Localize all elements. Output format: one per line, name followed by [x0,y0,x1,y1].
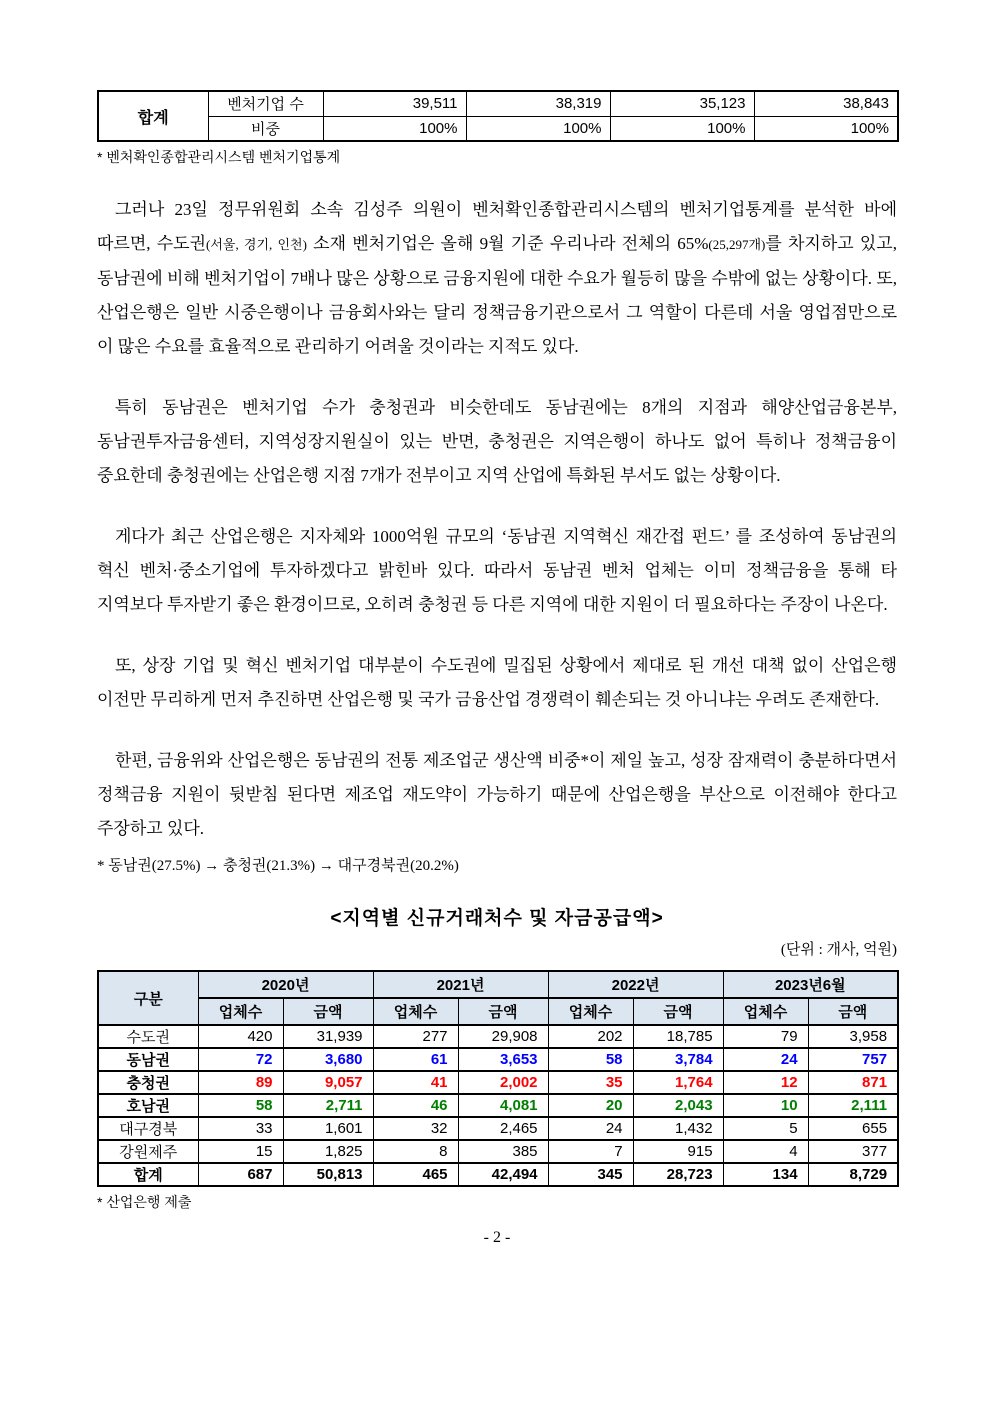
table-header-row [98,971,898,998]
venture-count-value: 39,511 [323,91,466,116]
region-value: 1,764 [633,1071,723,1094]
region-value: 32 [373,1117,458,1140]
region-table-footnote: * 산업은행 제출 [97,1194,192,1210]
region-value: 385 [458,1140,548,1163]
venture-count-value: 38,843 [754,91,898,116]
region-value: 72 [198,1048,283,1071]
region-value: 42,494 [458,1163,548,1186]
share-value: 100% [466,116,610,141]
share-value: 100% [323,116,466,141]
region-value: 3,784 [633,1048,723,1071]
paragraph-text: 또, 상장 기업 및 혁신 벤처기업 대부분이 수도권에 밀집된 상황에서 제대로 된 개선 대책 없이 산업은행 이전만 무리하게 먼저 추진하면 산업은행 및 국가 금융산업 경쟁력이 훼손되는 것 아니냐는 우려도 존재한다. [97,656,897,709]
paragraph [97,391,897,493]
region-value: 41 [373,1071,458,1094]
unit-note: (단위 : 개사, 억원) [780,942,897,958]
region-name: 합계 [98,1163,198,1186]
paragraph [97,649,897,717]
region-value: 1,825 [283,1140,373,1163]
region-value: 3,958 [808,1025,898,1048]
region-value: 202 [548,1025,633,1048]
table-row [98,1094,898,1117]
region-value: 8,729 [808,1163,898,1186]
region-value: 134 [723,1163,808,1186]
venture-count-value: 35,123 [610,91,754,116]
region-value: 58 [548,1048,633,1071]
paragraphs [97,193,897,846]
region-value: 12 [723,1071,808,1094]
venture-total-table [97,90,899,142]
table-row [98,1048,898,1071]
region-value: 1,432 [633,1117,723,1140]
region-value: 10 [723,1094,808,1117]
region-value: 465 [373,1163,458,1186]
paragraph-text: 게다가 최근 산업은행은 지자체와 1000억원 규모의 ‘동남권 지역혁신 재간접 펀드’ 를 조성하여 동남권의 혁신 벤처·중소기업에 투자하겠다고 밝힌바 있다. 따라서 동남권 벤처 업체는 이미 정책금융을 통해 타 지역보다 투자받기 좋은 환경이므로, 오히려 충청권 등 다른 지역에 대한 지원이 더 필요하다는 주장이 나온다. [97,527,897,614]
region-value: 20 [548,1094,633,1117]
paragraph-text: 소재 벤처기업은 올해 9월 기준 우리나라 전체의 65% [306,234,709,253]
table-row [98,1025,898,1048]
paragraph-text: 한편, 금융위와 산업은행은 동남권의 전통 제조업군 생산액 비중*이 제일 높고, 성장 잠재력이 충분하다면서 정책금융 지원이 뒷받침 된다면 제조업 재도약이 가능하기 때문에 산업은행을 부산으로 이전해야 한다고 주장하고 있다. [97,751,897,838]
region-value: 58 [198,1094,283,1117]
region-value: 28,723 [633,1163,723,1186]
region-value: 24 [548,1117,633,1140]
region-supply-table [97,970,899,1187]
region-value: 4 [723,1140,808,1163]
paragraph-text: 그러나 23일 정무위원회 소속 김성주 의원이 벤처확인종합관리시스템의 벤처기업통계를 분석한 바에 따르면, 수도권 [97,200,897,253]
region-value: 33 [198,1117,283,1140]
region-value: 2,111 [808,1094,898,1117]
paragraph [97,744,897,846]
table-subheader-row [98,998,898,1025]
paragraph [97,193,897,364]
region-value: 5 [723,1117,808,1140]
region-value: 420 [198,1025,283,1048]
region-value: 15 [198,1140,283,1163]
share-label: 비중 [208,116,323,141]
column-header-year: 2022년 [548,971,723,998]
column-header-gubun: 구분 [98,971,198,1025]
region-value: 277 [373,1025,458,1048]
region-value: 2,465 [458,1117,548,1140]
region-value: 29,908 [458,1025,548,1048]
region-value: 8 [373,1140,458,1163]
region-name: 대구경북 [98,1117,198,1140]
region-value: 3,653 [458,1048,548,1071]
table-row [98,1071,898,1094]
column-header-count: 업체수 [548,998,633,1025]
total-row-label: 합계 [98,91,208,141]
region-share-footnote: * 동남권(27.5%) → 충청권(21.3%) → 대구경북권(20.2%) [97,858,459,874]
column-header-count: 업체수 [723,998,808,1025]
region-value: 377 [808,1140,898,1163]
region-name: 강원제주 [98,1140,198,1163]
column-header-year: 2023년6월 [723,971,898,998]
region-value: 18,785 [633,1025,723,1048]
table-row [98,1117,898,1140]
share-value: 100% [754,116,898,141]
column-header-year: 2021년 [373,971,548,998]
paragraph [97,520,897,622]
table-row [98,1163,898,1186]
region-name: 호남권 [98,1094,198,1117]
column-header-amount: 금액 [808,998,898,1025]
region-name: 수도권 [98,1025,198,1048]
column-header-amount: 금액 [283,998,373,1025]
region-table-body [98,1025,898,1186]
region-value: 4,081 [458,1094,548,1117]
column-header-amount: 금액 [633,998,723,1025]
paragraph-small-text: (서울, 경기, 인천) [206,237,307,252]
region-value: 79 [723,1025,808,1048]
table-row [98,1140,898,1163]
region-value: 31,939 [283,1025,373,1048]
region-value: 2,043 [633,1094,723,1117]
region-value: 915 [633,1140,723,1163]
region-value: 61 [373,1048,458,1071]
paragraph-small-text: (25,297개) [708,237,766,252]
column-header-amount: 금액 [458,998,548,1025]
region-table-title: <지역별 신규거래처수 및 자금공급액> [330,908,664,929]
share-value: 100% [610,116,754,141]
column-header-count: 업체수 [198,998,283,1025]
region-name: 충청권 [98,1071,198,1094]
region-value: 46 [373,1094,458,1117]
region-value: 2,002 [458,1071,548,1094]
venture-count-value: 38,319 [466,91,610,116]
region-value: 9,057 [283,1071,373,1094]
region-value: 24 [723,1048,808,1071]
column-header-year: 2020년 [198,971,373,998]
paragraph-text: 특히 동남권은 벤처기업 수가 충청권과 비슷한데도 동남권에는 8개의 지점과 해양산업금융본부, 동남권투자금융센터, 지역성장지원실이 있는 반면, 충청권은 지역은행이 하나도 없어 특히나 정책금융이 중요한데 충청권에는 산업은행 지점 7개가 전부이고 지역 산업에 특화된 부서도 없는 상황이다. [97,398,897,485]
region-value: 35 [548,1071,633,1094]
paragraph-text: 를 차지하고 있고, 동남권에 비해 벤처기업이 7배나 많은 상황으로 금융지원에 대한 수요가 월등히 많을 수밖에 없는 상황이다. 또, 산업은행은 일반 시중은행이나 금융회사와는 달리 정책금융기관으로서 그 역할이 다른데 서울 영업점만으로 이 많은 수요를 효율적으로 관리하기 어려울 것이라는 지적도 있다. [97,234,897,356]
region-value: 655 [808,1117,898,1140]
table-row [98,116,898,141]
region-name: 동남권 [98,1048,198,1071]
region-value: 871 [808,1071,898,1094]
region-value: 687 [198,1163,283,1186]
column-header-count: 업체수 [373,998,458,1025]
region-value: 1,601 [283,1117,373,1140]
region-value: 7 [548,1140,633,1163]
region-value: 2,711 [283,1094,373,1117]
table-row [98,91,898,116]
venture-table-footnote: * 벤처확인종합관리시스템 벤처기업통계 [97,149,341,165]
region-value: 89 [198,1071,283,1094]
region-value: 3,680 [283,1048,373,1071]
page-number: - 2 - [483,1229,511,1246]
venture-count-label: 벤처기업 수 [208,91,323,116]
region-value: 757 [808,1048,898,1071]
region-value: 345 [548,1163,633,1186]
region-value: 50,813 [283,1163,373,1186]
